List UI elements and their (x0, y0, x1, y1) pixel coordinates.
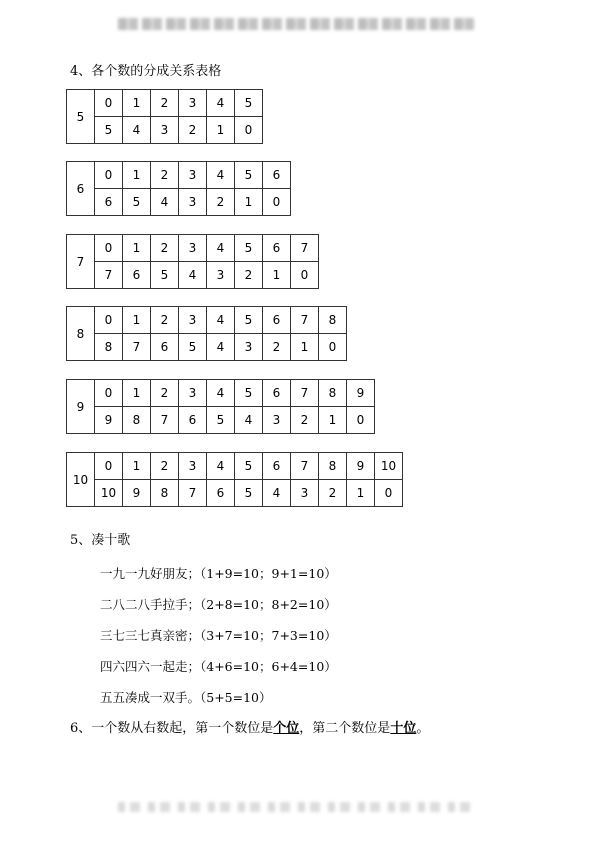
table-total: 8 (67, 307, 95, 361)
rhyme-line: 三七三七真亲密；（3+7=10；7+3=10） (100, 628, 337, 643)
table-cell: 3 (179, 235, 207, 262)
table-cell: 6 (263, 235, 291, 262)
table-cell: 3 (151, 117, 179, 144)
table-cell: 1 (235, 189, 263, 216)
rhyme-line: 四六四六一起走；（4+6=10；6+4=10） (100, 659, 337, 674)
table-total: 5 (67, 90, 95, 144)
decomposition-table-6 (66, 161, 291, 216)
table-cell: 7 (179, 480, 207, 507)
decomposition-table-5 (66, 89, 263, 144)
table-cell: 2 (151, 307, 179, 334)
table-cell: 2 (235, 262, 263, 289)
table-cell: 3 (179, 453, 207, 480)
table-cell: 2 (319, 480, 347, 507)
table-cell: 3 (235, 334, 263, 361)
table-cell: 6 (263, 307, 291, 334)
table-cell: 1 (207, 117, 235, 144)
section-4-heading: 4、各个数的分成关系表格 (70, 64, 222, 79)
table-cell: 7 (291, 307, 319, 334)
table-cell: 5 (235, 480, 263, 507)
table-cell: 9 (347, 453, 375, 480)
table-total: 10 (67, 453, 95, 507)
table-cell: 0 (95, 90, 123, 117)
table-cell: 5 (235, 307, 263, 334)
table-cell: 3 (263, 407, 291, 434)
table-cell: 6 (263, 380, 291, 407)
section-6-sentence (70, 721, 429, 737)
table-cell: 6 (123, 262, 151, 289)
table-cell: 7 (291, 453, 319, 480)
table-cell: 0 (263, 189, 291, 216)
table-cell: 5 (235, 235, 263, 262)
table-cell: 8 (95, 334, 123, 361)
table-cell: 3 (179, 307, 207, 334)
decomposition-table-7 (66, 234, 319, 289)
table-cell: 0 (319, 334, 347, 361)
table-cell: 2 (291, 407, 319, 434)
table-cell: 2 (151, 162, 179, 189)
table-cell: 5 (95, 117, 123, 144)
section-6-middle: ，第二个数位是 (299, 721, 391, 736)
page-footer-blurred (118, 802, 478, 812)
table-cell: 7 (95, 262, 123, 289)
table-cell: 5 (151, 262, 179, 289)
rhyme-line: 一九一九好朋友；（1+9=10；9+1=10） (100, 566, 337, 581)
table-cell: 6 (263, 453, 291, 480)
table-cell: 7 (291, 380, 319, 407)
table-cell: 4 (207, 334, 235, 361)
table-cell: 6 (263, 162, 291, 189)
table-cell: 7 (291, 235, 319, 262)
decomposition-table-9 (66, 379, 375, 434)
table-cell: 2 (151, 453, 179, 480)
decomposition-table-8 (66, 306, 347, 361)
table-cell: 1 (123, 162, 151, 189)
answer-ones-place: 个位 (273, 721, 300, 736)
table-cell: 3 (179, 380, 207, 407)
table-cell: 0 (95, 162, 123, 189)
table-cell: 3 (179, 189, 207, 216)
table-cell: 4 (235, 407, 263, 434)
table-cell: 3 (179, 162, 207, 189)
table-cell: 5 (123, 189, 151, 216)
table-cell: 9 (347, 380, 375, 407)
table-cell: 1 (123, 90, 151, 117)
table-cell: 3 (291, 480, 319, 507)
table-cell: 0 (95, 307, 123, 334)
table-cell: 4 (207, 235, 235, 262)
table-cell: 7 (123, 334, 151, 361)
table-cell: 5 (207, 407, 235, 434)
table-total: 6 (67, 162, 95, 216)
table-cell: 4 (207, 90, 235, 117)
table-cell: 8 (151, 480, 179, 507)
table-cell: 5 (235, 162, 263, 189)
section-6-suffix: 。 (416, 721, 430, 736)
table-cell: 8 (319, 307, 347, 334)
table-cell: 8 (319, 453, 347, 480)
table-cell: 0 (95, 235, 123, 262)
table-cell: 1 (263, 262, 291, 289)
table-cell: 1 (319, 407, 347, 434)
table-cell: 2 (151, 380, 179, 407)
table-cell: 8 (123, 407, 151, 434)
table-cell: 5 (235, 380, 263, 407)
table-cell: 4 (207, 453, 235, 480)
page-header-blurred (118, 18, 478, 30)
table-cell: 2 (179, 117, 207, 144)
table-cell: 6 (179, 407, 207, 434)
table-cell: 6 (151, 334, 179, 361)
table-cell: 4 (179, 262, 207, 289)
table-total: 7 (67, 235, 95, 289)
section-6-prefix: 6、一个数从右数起，第一个数位是 (70, 721, 274, 736)
table-cell: 1 (291, 334, 319, 361)
table-cell: 2 (151, 90, 179, 117)
table-cell: 9 (123, 480, 151, 507)
table-cell: 0 (235, 117, 263, 144)
table-cell: 2 (263, 334, 291, 361)
table-cell: 0 (95, 453, 123, 480)
table-cell: 4 (151, 189, 179, 216)
table-cell: 1 (123, 453, 151, 480)
table-cell: 3 (207, 262, 235, 289)
section-5-heading: 5、凑十歌 (70, 533, 131, 548)
table-cell: 0 (95, 380, 123, 407)
rhyme-line: 五五凑成一双手。（5+5=10） (100, 690, 272, 705)
table-cell: 5 (179, 334, 207, 361)
table-cell: 4 (263, 480, 291, 507)
table-cell: 5 (235, 453, 263, 480)
table-cell: 4 (207, 380, 235, 407)
answer-tens-place: 十位 (390, 721, 417, 736)
table-cell: 2 (207, 189, 235, 216)
table-cell: 8 (319, 380, 347, 407)
table-cell: 6 (207, 480, 235, 507)
table-cell: 9 (95, 407, 123, 434)
decomposition-table-10 (66, 452, 403, 507)
table-cell: 10 (95, 480, 123, 507)
table-cell: 1 (123, 307, 151, 334)
table-cell: 1 (347, 480, 375, 507)
table-cell: 1 (123, 380, 151, 407)
table-total: 9 (67, 380, 95, 434)
table-cell: 4 (207, 307, 235, 334)
table-cell: 10 (375, 453, 403, 480)
table-cell: 4 (123, 117, 151, 144)
table-cell: 0 (291, 262, 319, 289)
table-cell: 3 (179, 90, 207, 117)
rhyme-line: 二八二八手拉手；（2+8=10；8+2=10） (100, 597, 337, 612)
table-cell: 6 (95, 189, 123, 216)
table-cell: 4 (207, 162, 235, 189)
table-cell: 0 (375, 480, 403, 507)
table-cell: 1 (123, 235, 151, 262)
table-cell: 5 (235, 90, 263, 117)
table-cell: 2 (151, 235, 179, 262)
table-cell: 7 (151, 407, 179, 434)
table-cell: 0 (347, 407, 375, 434)
